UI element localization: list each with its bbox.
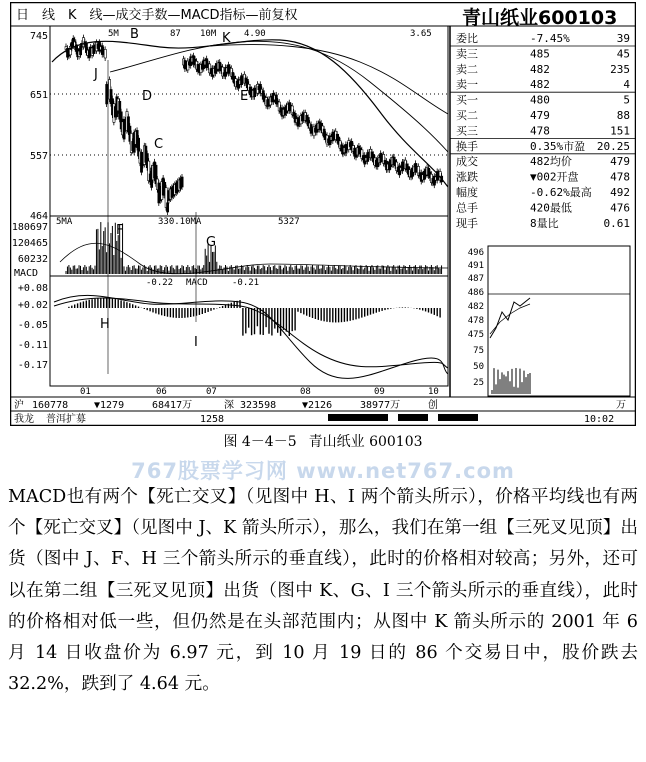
quote-value: 0.61 <box>603 216 630 230</box>
quote-mid: 0.35%市盈 <box>530 139 586 153</box>
candle <box>104 49 106 58</box>
volume-axis-labels <box>12 222 48 265</box>
chart-title: 日 线 K 线—成交手数—MACD指标—前复权 <box>16 8 298 23</box>
intraday-tick: 491 <box>467 261 484 271</box>
macd-header <box>146 278 259 288</box>
header-misc-value: 4.90 <box>244 29 266 39</box>
status-item: 深 <box>224 400 234 411</box>
quote-mid: 479 <box>530 109 550 122</box>
macd-header-item: -0.21 <box>232 278 260 288</box>
quote-mid: 478 <box>530 124 550 138</box>
price-tick: 651 <box>29 90 48 101</box>
quote-value: 5 <box>623 93 630 107</box>
price-tick: 464 <box>29 211 48 222</box>
intraday-tick: 487 <box>467 274 484 284</box>
x-tick: 01 <box>80 387 91 397</box>
volume-header-item: 5327 <box>278 217 300 227</box>
x-tick: 06 <box>156 387 167 397</box>
figure-title: 青山纸业 600103 <box>308 434 423 450</box>
quote-value: 235 <box>610 62 630 76</box>
watermark: 767股票学习网 www.net767.com <box>131 459 515 483</box>
quote-value: 479 <box>610 155 630 169</box>
macd-header-item: MACD <box>186 278 208 288</box>
annotation-letter: J <box>94 67 98 82</box>
quote-mid: -0.62%最高 <box>530 186 592 199</box>
quote-label: 换手 <box>456 139 478 153</box>
quote-value: 476 <box>610 201 630 215</box>
status-item: 1258 <box>200 414 225 425</box>
status-item: 万 <box>616 400 626 411</box>
status-item: ▼1279 <box>94 400 125 411</box>
header-misc-value: 5M <box>108 29 119 39</box>
quote-mid: -7.45% <box>530 32 570 45</box>
macd-tick: +0.02 <box>17 300 48 311</box>
status-item: 创 <box>428 400 438 411</box>
annotation-letter: A <box>70 39 79 54</box>
quote-mid: 485 <box>530 47 550 61</box>
status-item: 沪 <box>14 400 24 411</box>
annotation-letter: G <box>206 235 217 250</box>
x-tick: 07 <box>206 387 217 397</box>
intraday-tick: 482 <box>467 302 484 312</box>
quote-label: 总手 <box>456 201 478 215</box>
intraday-tick: 478 <box>467 316 484 326</box>
intraday-tick: 75 <box>473 346 484 356</box>
header-misc-value: 10M <box>200 29 217 39</box>
intraday-tick: 486 <box>467 288 484 298</box>
macd-tick: +0.08 <box>17 283 48 294</box>
volume-tick: 180697 <box>11 222 48 233</box>
candle <box>167 203 169 212</box>
quote-label: 卖三 <box>456 47 478 61</box>
quote-value: 492 <box>610 186 630 199</box>
quote-label: 买二 <box>456 109 478 122</box>
quote-label: 买三 <box>456 124 478 138</box>
quote-value: 20.25 <box>596 139 630 153</box>
status-item: 10:02 <box>584 414 615 425</box>
annotation-letter: B <box>130 27 139 42</box>
intraday-tick: 496 <box>467 248 484 258</box>
stock-name-code: 青山纸业600103 <box>462 7 618 29</box>
quote-label: 委比 <box>456 32 478 45</box>
quote-label: 涨跌 <box>456 170 478 184</box>
x-tick: 08 <box>300 387 311 397</box>
figure-number: 图 4－4－5 <box>223 434 297 450</box>
annotation-letter: C <box>154 137 164 152</box>
stock-chart-figure <box>10 2 636 426</box>
header-misc-value: 3.65 <box>410 29 432 39</box>
quote-label: 成交 <box>456 155 478 169</box>
annotation-letter: E <box>240 89 249 104</box>
figure-caption <box>0 431 646 451</box>
volume-tick: 120465 <box>11 238 48 249</box>
price-tick: 557 <box>29 151 48 162</box>
status-item: 160778 <box>32 400 69 411</box>
quote-label: 幅度 <box>456 186 478 199</box>
volume-header-item: 330.10MA <box>158 217 202 227</box>
intraday-tick: 50 <box>473 362 484 372</box>
quote-mid: 482 <box>530 62 550 76</box>
quote-value: 88 <box>616 109 630 122</box>
macd-tick: -0.11 <box>17 340 48 351</box>
status-item: 323598 <box>240 400 277 411</box>
quote-value: 39 <box>616 32 630 45</box>
x-tick: 10 <box>428 387 439 397</box>
quote-label: 卖一 <box>456 78 478 92</box>
intraday-tick: 25 <box>473 378 484 388</box>
macd-tick: -0.05 <box>17 320 48 331</box>
price-tick: 745 <box>29 31 48 42</box>
annotation-letter: I <box>194 335 198 350</box>
annotation-letter: K <box>222 31 231 46</box>
body-paragraph-block <box>8 482 638 700</box>
macd-label: MACD <box>14 268 39 279</box>
annotation-letter: D <box>142 89 153 104</box>
quote-value: 478 <box>610 170 630 184</box>
annotation-letter: F <box>116 223 124 238</box>
quote-mid: 482均价 <box>530 155 572 169</box>
annotation-letter: H <box>100 317 110 332</box>
quote-label: 买一 <box>456 93 478 107</box>
quote-value: 151 <box>610 124 630 138</box>
status-progress-blocks <box>328 414 478 421</box>
quote-mid: 8量比 <box>530 216 559 230</box>
header-misc-value: 87 <box>170 29 181 39</box>
candle <box>181 177 183 187</box>
quote-mid: 420最低 <box>530 201 572 215</box>
quote-value: 4 <box>623 78 630 92</box>
x-tick: 09 <box>374 387 385 397</box>
quote-label: 现手 <box>456 216 478 230</box>
status-item: 38977万 <box>360 400 401 411</box>
quote-mid: ▼002开盘 <box>530 170 579 184</box>
intraday-tick: 475 <box>467 330 484 340</box>
status-item: 我龙 <box>14 414 34 425</box>
quote-mid: 482 <box>530 78 550 92</box>
body-paragraph: MACD也有两个【死亡交叉】（见图中 H、I 两个箭头所示），价格平均线也有两个【死亡交叉】（见图中 J、K 箭头所示），那么，我们在第一组【三死叉见顶】出货（图中 J、F、H 三个箭头所示的垂直线），此时的价格相对较高；另外，还可以在第二组【三死叉见顶】出货（图中 K、G、I 三个箭头所示的垂直线），此时的价格相对低一些，但仍然是在头部范围内；从图中 K 箭头所示的 2001 年 6 月 14 日收盘价为 6.97 元，到 10 月 19 日的 86 个交易日中，股价跌去 32.2%，跌到了 4.64 元。 <box>8 487 638 695</box>
quote-mid: 480 <box>530 93 550 107</box>
status-item: 68417万 <box>152 400 193 411</box>
quote-label: 卖二 <box>456 62 478 76</box>
status-item: ▼2126 <box>302 400 333 411</box>
volume-header-item: 5MA <box>56 217 73 227</box>
volume-tick: 60232 <box>17 254 48 265</box>
status-item: 普洱扩募 <box>46 414 86 425</box>
quote-value: 45 <box>616 47 630 61</box>
macd-header-item: -0.22 <box>146 278 174 288</box>
macd-tick: -0.17 <box>17 360 48 371</box>
